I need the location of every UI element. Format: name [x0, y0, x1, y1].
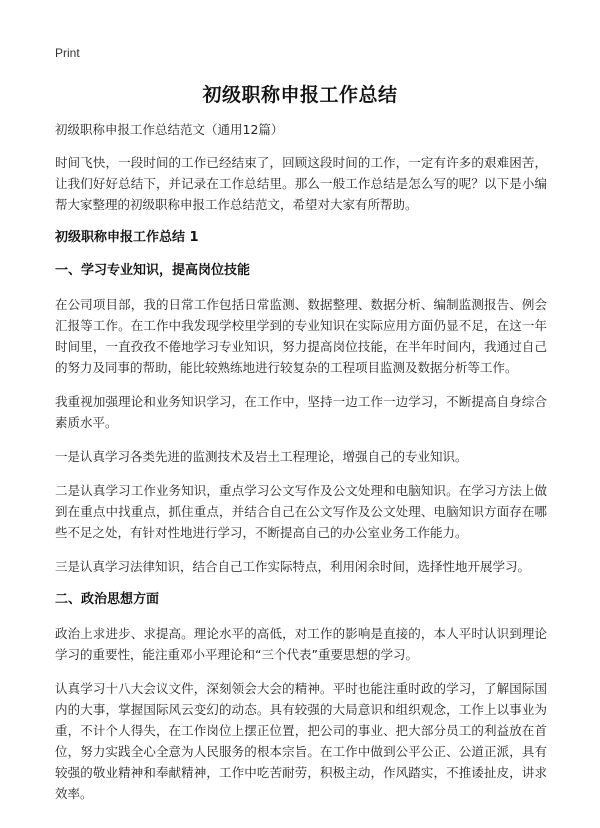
article-subtitle: 初级职称申报工作总结范文（通用12篇）	[55, 122, 284, 137]
section-heading-politics: 二、政治思想方面	[55, 592, 160, 607]
section-heading-study: 一、学习专业知识，提高岗位技能	[55, 263, 251, 278]
document-title: 初级职称申报工作总结	[202, 84, 398, 106]
intro-paragraph: 时间飞快，一段时间的工作已经结束了，回顾这段时间的工作，一定有许多的艰难困苦，让我们好好总结下，并记录在工作总结里。那么一般工作总结是怎么写的呢？以下是小编帮大家整理的初级职称申报工作总结范文，希望对大家有所帮助。	[55, 155, 547, 212]
paragraph: 政治上求进步、求提高。理论水平的高低，对工作的影响是直接的，本人平时认识到理论学习的重要性，能注重邓小平理论和“三个代表”重要思想的学习。	[55, 626, 547, 662]
article-body	[55, 120, 547, 817]
paragraph: 认真学习十八大会议文件，深刻领会大会的精神。平时也能注重时政的学习，了解国际国内的大事，掌握国际风云变幻的动态。具有较强的大局意识和组织观念，工作上以事业为重，不计个人得失，在工作岗位上摆正位置，把公司的事业、把大部分员工的利益放在首位，努力实践全心全意为人民服务的根本宗旨。在工作中做到公平公正、公道正派，具有较强的敬业精神和奉献精神，工作中吃苦耐劳，积极主动，作风踏实，不推诿扯皮，讲求效率。	[55, 681, 547, 801]
print-link[interactable]: Print	[55, 46, 80, 60]
paragraph: 我重视加强理论和业务知识学习，在工作中，坚持一边工作一边学习，不断提高自身综合素质水平。	[55, 394, 547, 430]
part-title: 初级职称申报工作总结 1	[55, 230, 199, 245]
paragraph: 三是认真学习法律知识，结合自己工作实际特点，利用闲余时间，选择性地开展学习。	[55, 559, 531, 574]
paragraph: 在公司项目部，我的日常工作包括日常监测、数据整理、数据分析、编制监测报告、例会汇报等工作。在工作中我发现学校里学到的专业知识在实际应用方面仍显不足，在这一年时间里，一直孜孜不倦地学习专业知识，努力提高岗位技能，在半年时间内，我通过自己的努力及同事的帮助，能比较熟练地进行较复杂的工程项目监测及数据分析等工作。	[55, 297, 547, 375]
paragraph: 一是认真学习各类先进的监测技术及岩土工程理论，增强自己的专业知识。	[55, 449, 468, 464]
paragraph: 二是认真学习工作业务知识，重点学习公文写作及公文处理和电脑知识。在学习方法上做到在重点中找重点，抓住重点，并结合自己在公文写作及公文处理、电脑知识方面存在哪些不足之处，有针对性地进行学习，不断提高自己的办公室业务工作能力。	[55, 483, 547, 540]
